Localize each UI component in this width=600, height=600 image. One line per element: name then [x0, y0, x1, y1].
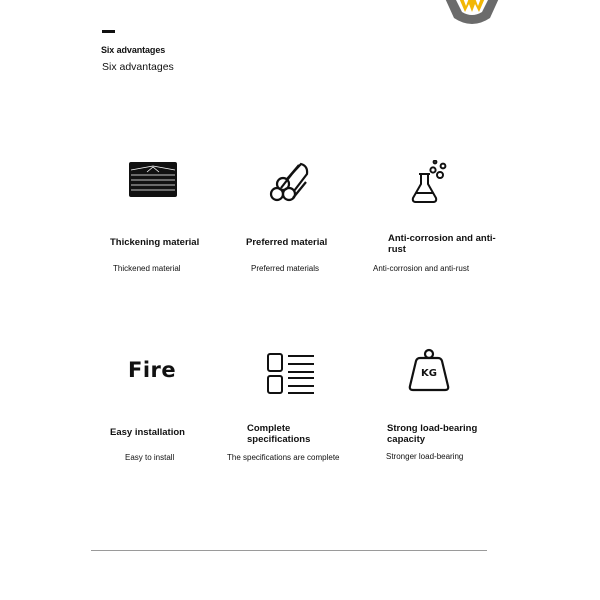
section-title-large: Six advantages — [102, 61, 174, 73]
stacked-layers-icon — [128, 160, 178, 200]
advantage-title-specifications: Complete specifications — [247, 423, 311, 445]
advantage-title-anticorrosion: Anti-corrosion and anti-rust — [388, 233, 496, 255]
advantage-desc-anticorrosion: Anti-corrosion and anti-rust — [373, 264, 470, 273]
advantage-desc-specifications: The specifications are complete — [227, 453, 340, 462]
kg-label: KG — [421, 368, 437, 379]
bottom-divider — [91, 550, 487, 551]
advantage-title-thickening: Thickening material — [110, 237, 200, 248]
brand-logo-icon — [440, 0, 504, 26]
advantage-desc-preferred: Preferred materials — [251, 264, 320, 273]
advantage-desc-loadbearing: Stronger load-bearing — [386, 452, 464, 461]
spec-list-icon — [266, 352, 316, 396]
advantage-title-preferred: Preferred material — [246, 237, 328, 248]
section-title-small: Six advantages — [101, 45, 166, 55]
advantage-title-installation: Easy installation — [110, 427, 185, 438]
advantage-desc-installation: Easy to install — [125, 453, 175, 462]
advantage-desc-thickening: Thickened material — [113, 264, 181, 273]
pipes-bundle-icon — [268, 162, 312, 204]
header-accent-bar — [102, 30, 115, 33]
flask-icon — [410, 160, 450, 204]
advantage-title-loadbearing: Strong load-bearing capacity — [387, 423, 478, 445]
fire-text-icon: Fire — [128, 358, 177, 382]
